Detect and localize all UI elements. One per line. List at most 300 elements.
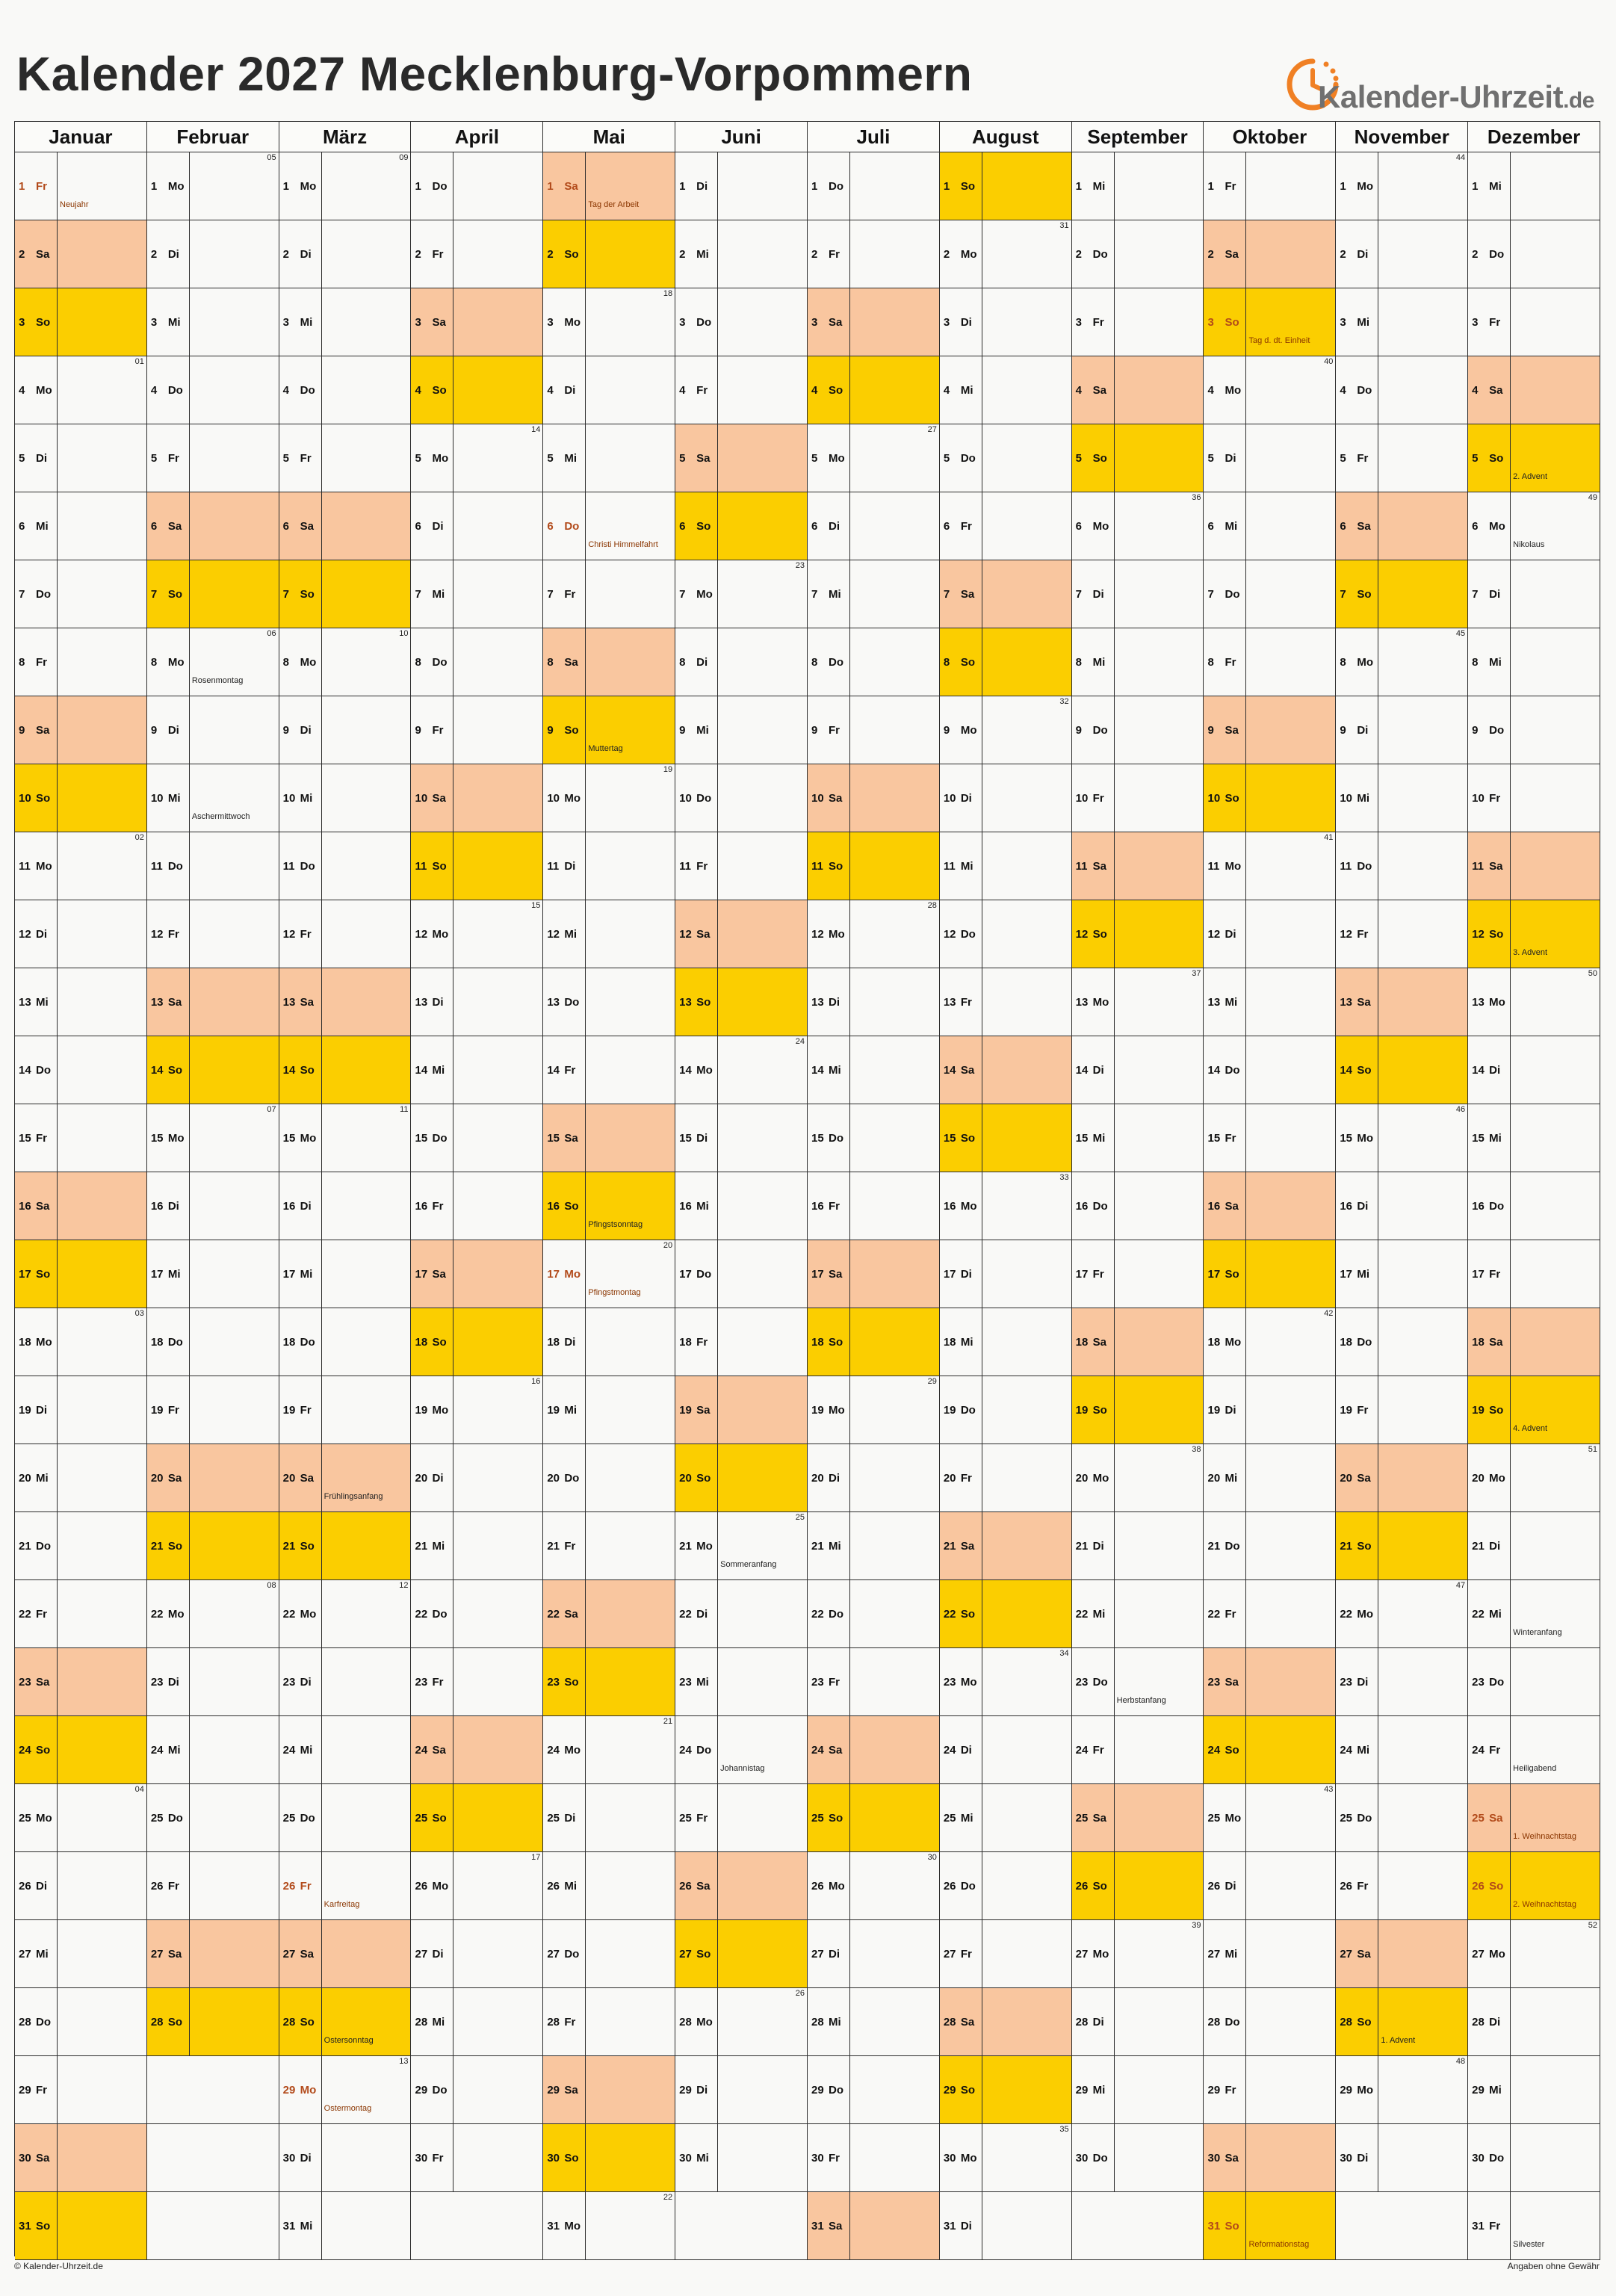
day-cell[interactable] [1204, 1852, 1335, 1920]
day-notes[interactable] [322, 2124, 411, 2191]
day-cell[interactable] [808, 1308, 939, 1376]
day-notes[interactable] [1115, 560, 1204, 628]
day-cell[interactable] [147, 152, 279, 220]
day-cell[interactable] [411, 764, 542, 832]
day-cell[interactable] [1204, 696, 1335, 764]
day-cell[interactable] [543, 968, 675, 1036]
day-cell[interactable] [147, 288, 279, 356]
day-notes[interactable] [453, 1240, 542, 1308]
day-notes[interactable] [58, 424, 146, 492]
day-cell[interactable] [940, 2124, 1071, 2192]
day-notes[interactable] [453, 1716, 542, 1783]
day-cell[interactable] [147, 628, 279, 696]
day-cell[interactable] [1072, 424, 1204, 492]
day-notes[interactable] [453, 492, 542, 560]
day-cell[interactable] [15, 1580, 146, 1648]
day-cell[interactable] [279, 1580, 411, 1648]
day-cell[interactable] [147, 1648, 279, 1716]
day-cell[interactable] [279, 900, 411, 968]
day-notes[interactable] [718, 1512, 807, 1579]
day-notes[interactable] [453, 900, 542, 968]
day-notes[interactable] [982, 1920, 1071, 1987]
day-notes[interactable] [1115, 492, 1204, 560]
day-notes[interactable] [1378, 1376, 1467, 1443]
day-notes[interactable] [453, 1784, 542, 1851]
day-cell[interactable] [940, 288, 1071, 356]
day-notes[interactable] [1511, 1784, 1600, 1851]
day-notes[interactable] [322, 1988, 411, 2055]
day-cell[interactable] [940, 1784, 1071, 1852]
day-cell[interactable] [15, 1920, 146, 1988]
day-cell[interactable] [1072, 492, 1204, 560]
day-cell[interactable] [15, 832, 146, 900]
day-notes[interactable] [586, 2056, 675, 2123]
day-notes[interactable] [1115, 1988, 1204, 2055]
day-cell[interactable] [1468, 1784, 1600, 1852]
day-cell[interactable] [279, 220, 411, 288]
day-cell[interactable] [940, 1172, 1071, 1240]
day-notes[interactable] [1378, 2124, 1467, 2191]
day-notes[interactable] [1511, 764, 1600, 832]
day-notes[interactable] [1378, 492, 1467, 560]
day-cell[interactable] [1072, 968, 1204, 1036]
day-notes[interactable] [718, 1920, 807, 1987]
day-cell[interactable] [808, 1444, 939, 1512]
day-notes[interactable] [1378, 1308, 1467, 1376]
day-cell[interactable] [411, 1172, 542, 1240]
day-cell[interactable] [940, 356, 1071, 424]
day-cell[interactable] [1336, 2124, 1467, 2192]
day-cell[interactable] [1336, 1648, 1467, 1716]
day-notes[interactable] [586, 560, 675, 628]
day-cell[interactable] [808, 1240, 939, 1308]
day-notes[interactable] [1246, 356, 1335, 424]
day-notes[interactable] [982, 968, 1071, 1036]
day-cell[interactable] [808, 2192, 939, 2260]
day-notes[interactable] [1115, 288, 1204, 356]
day-cell[interactable] [15, 1988, 146, 2056]
day-cell[interactable] [1468, 1376, 1600, 1444]
day-notes[interactable] [850, 2056, 939, 2123]
day-notes[interactable] [1115, 628, 1204, 696]
day-cell[interactable] [675, 1240, 807, 1308]
day-notes[interactable] [322, 1308, 411, 1376]
day-notes[interactable] [453, 220, 542, 288]
day-notes[interactable] [1246, 2056, 1335, 2123]
day-notes[interactable] [586, 1444, 675, 1511]
day-cell[interactable] [411, 1580, 542, 1648]
day-cell[interactable] [543, 152, 675, 220]
day-notes[interactable] [1115, 220, 1204, 288]
day-notes[interactable] [322, 1444, 411, 1511]
day-notes[interactable] [850, 1648, 939, 1715]
day-cell[interactable] [675, 1308, 807, 1376]
day-cell[interactable] [1072, 1308, 1204, 1376]
day-cell[interactable] [940, 764, 1071, 832]
day-notes[interactable] [1378, 832, 1467, 900]
day-cell[interactable] [15, 1308, 146, 1376]
day-cell[interactable] [1072, 1716, 1204, 1784]
day-notes[interactable] [322, 356, 411, 424]
day-cell[interactable] [411, 288, 542, 356]
day-notes[interactable] [190, 1172, 279, 1240]
day-notes[interactable] [1378, 152, 1467, 220]
day-notes[interactable] [1378, 1716, 1467, 1783]
day-cell[interactable] [1204, 2056, 1335, 2124]
day-notes[interactable] [58, 560, 146, 628]
day-cell[interactable] [1204, 764, 1335, 832]
day-notes[interactable] [982, 1444, 1071, 1511]
day-cell[interactable] [279, 1852, 411, 1920]
day-notes[interactable] [322, 2056, 411, 2123]
day-notes[interactable] [1511, 1988, 1600, 2055]
day-notes[interactable] [1511, 1444, 1600, 1511]
day-cell[interactable] [940, 832, 1071, 900]
day-cell[interactable] [411, 1716, 542, 1784]
day-notes[interactable] [1115, 1444, 1204, 1511]
day-notes[interactable] [982, 1376, 1071, 1443]
day-notes[interactable] [982, 424, 1071, 492]
day-cell[interactable] [1336, 764, 1467, 832]
day-notes[interactable] [718, 1988, 807, 2055]
day-notes[interactable] [586, 764, 675, 832]
day-cell[interactable] [15, 1376, 146, 1444]
day-notes[interactable] [718, 288, 807, 356]
day-cell[interactable] [411, 628, 542, 696]
day-notes[interactable] [58, 696, 146, 764]
day-notes[interactable] [982, 1716, 1071, 1783]
day-cell[interactable] [1336, 1376, 1467, 1444]
day-cell[interactable] [675, 1172, 807, 1240]
day-cell[interactable] [675, 220, 807, 288]
day-cell[interactable] [543, 1444, 675, 1512]
day-notes[interactable] [322, 152, 411, 220]
day-cell[interactable] [675, 696, 807, 764]
day-notes[interactable] [58, 1920, 146, 1987]
day-cell[interactable] [543, 1784, 675, 1852]
day-notes[interactable] [1378, 1580, 1467, 1647]
day-cell[interactable] [543, 288, 675, 356]
day-notes[interactable] [322, 1376, 411, 1443]
day-cell[interactable] [15, 900, 146, 968]
day-notes[interactable] [1378, 288, 1467, 356]
day-cell[interactable] [1204, 2192, 1335, 2260]
day-notes[interactable] [586, 1920, 675, 1987]
day-notes[interactable] [1378, 560, 1467, 628]
day-notes[interactable] [322, 1920, 411, 1987]
day-cell[interactable] [279, 1172, 411, 1240]
day-cell[interactable] [1072, 1172, 1204, 1240]
day-cell[interactable] [279, 1988, 411, 2056]
day-cell[interactable] [1072, 1852, 1204, 1920]
day-notes[interactable] [1511, 832, 1600, 900]
day-cell[interactable] [279, 2056, 411, 2124]
day-notes[interactable] [58, 1784, 146, 1851]
day-notes[interactable] [1511, 1172, 1600, 1240]
day-cell[interactable] [1204, 356, 1335, 424]
day-notes[interactable] [322, 764, 411, 832]
day-notes[interactable] [1246, 288, 1335, 356]
day-notes[interactable] [322, 1104, 411, 1172]
day-notes[interactable] [1115, 1716, 1204, 1783]
day-notes[interactable] [1115, 1580, 1204, 1647]
day-notes[interactable] [1246, 1852, 1335, 1919]
day-notes[interactable] [850, 1444, 939, 1511]
day-cell[interactable] [411, 1512, 542, 1580]
day-cell[interactable] [1204, 1580, 1335, 1648]
day-notes[interactable] [982, 628, 1071, 696]
day-cell[interactable] [1204, 1172, 1335, 1240]
day-notes[interactable] [1378, 1512, 1467, 1579]
day-cell[interactable] [808, 900, 939, 968]
day-notes[interactable] [850, 1308, 939, 1376]
day-notes[interactable] [982, 1988, 1071, 2055]
day-notes[interactable] [1246, 832, 1335, 900]
day-notes[interactable] [718, 1172, 807, 1240]
day-notes[interactable] [58, 1512, 146, 1579]
day-notes[interactable] [718, 152, 807, 220]
day-notes[interactable] [190, 900, 279, 968]
day-cell[interactable] [147, 764, 279, 832]
day-cell[interactable] [1072, 1444, 1204, 1512]
day-cell[interactable] [411, 152, 542, 220]
day-cell[interactable] [940, 2056, 1071, 2124]
day-notes[interactable] [1511, 900, 1600, 968]
day-notes[interactable] [850, 1716, 939, 1783]
day-cell[interactable] [675, 1376, 807, 1444]
day-cell[interactable] [675, 628, 807, 696]
day-cell[interactable] [1336, 1580, 1467, 1648]
day-notes[interactable] [586, 2192, 675, 2259]
day-notes[interactable] [982, 1172, 1071, 1240]
day-notes[interactable] [982, 1308, 1071, 1376]
day-notes[interactable] [58, 2192, 146, 2259]
day-notes[interactable] [322, 1240, 411, 1308]
day-notes[interactable] [322, 628, 411, 696]
day-notes[interactable] [586, 1308, 675, 1376]
day-notes[interactable] [850, 1036, 939, 1104]
day-notes[interactable] [322, 2192, 411, 2259]
day-cell[interactable] [543, 1104, 675, 1172]
day-notes[interactable] [586, 356, 675, 424]
day-notes[interactable] [322, 696, 411, 764]
day-cell[interactable] [940, 1920, 1071, 1988]
day-notes[interactable] [982, 696, 1071, 764]
day-cell[interactable] [1072, 220, 1204, 288]
day-cell[interactable] [675, 152, 807, 220]
day-cell[interactable] [808, 1376, 939, 1444]
day-cell[interactable] [15, 152, 146, 220]
day-cell[interactable] [15, 288, 146, 356]
day-cell[interactable] [675, 560, 807, 628]
day-cell[interactable] [1336, 1716, 1467, 1784]
day-cell[interactable] [940, 1716, 1071, 1784]
day-notes[interactable] [322, 1716, 411, 1783]
day-cell[interactable] [15, 2056, 146, 2124]
day-notes[interactable] [586, 1852, 675, 1919]
day-notes[interactable] [850, 1988, 939, 2055]
day-cell[interactable] [411, 492, 542, 560]
day-cell[interactable] [1204, 424, 1335, 492]
day-notes[interactable] [1378, 424, 1467, 492]
day-cell[interactable] [147, 1988, 279, 2056]
day-cell[interactable] [808, 628, 939, 696]
day-notes[interactable] [58, 1172, 146, 1240]
day-notes[interactable] [718, 2056, 807, 2123]
day-notes[interactable] [586, 1376, 675, 1443]
day-cell[interactable] [1204, 1784, 1335, 1852]
day-notes[interactable] [58, 1716, 146, 1783]
day-notes[interactable] [58, 1376, 146, 1443]
day-cell[interactable] [808, 1852, 939, 1920]
day-cell[interactable] [147, 1920, 279, 1988]
day-notes[interactable] [718, 1308, 807, 1376]
day-cell[interactable] [1204, 1104, 1335, 1172]
day-cell[interactable] [1468, 1036, 1600, 1104]
day-notes[interactable] [982, 832, 1071, 900]
day-cell[interactable] [675, 424, 807, 492]
day-notes[interactable] [718, 968, 807, 1036]
day-cell[interactable] [1468, 560, 1600, 628]
day-cell[interactable] [1468, 628, 1600, 696]
day-cell[interactable] [675, 968, 807, 1036]
day-notes[interactable] [1246, 764, 1335, 832]
day-notes[interactable] [718, 764, 807, 832]
day-notes[interactable] [1511, 1648, 1600, 1715]
day-notes[interactable] [718, 424, 807, 492]
day-cell[interactable] [940, 152, 1071, 220]
day-cell[interactable] [279, 968, 411, 1036]
day-notes[interactable] [453, 424, 542, 492]
day-notes[interactable] [718, 1240, 807, 1308]
day-cell[interactable] [543, 1512, 675, 1580]
day-notes[interactable] [58, 764, 146, 832]
brand-logo[interactable] [1279, 49, 1608, 124]
day-notes[interactable] [850, 832, 939, 900]
day-notes[interactable] [1378, 764, 1467, 832]
day-cell[interactable] [1204, 968, 1335, 1036]
day-cell[interactable] [940, 1104, 1071, 1172]
day-cell[interactable] [940, 2192, 1071, 2260]
day-cell[interactable] [411, 696, 542, 764]
day-cell[interactable] [940, 1580, 1071, 1648]
day-notes[interactable] [586, 1988, 675, 2055]
day-cell[interactable] [1336, 1240, 1467, 1308]
day-notes[interactable] [586, 1580, 675, 1647]
day-cell[interactable] [1468, 424, 1600, 492]
day-cell[interactable] [147, 900, 279, 968]
day-notes[interactable] [850, 152, 939, 220]
day-notes[interactable] [850, 628, 939, 696]
day-notes[interactable] [453, 1988, 542, 2055]
day-cell[interactable] [940, 1308, 1071, 1376]
day-cell[interactable] [15, 560, 146, 628]
day-cell[interactable] [1072, 1512, 1204, 1580]
day-notes[interactable] [453, 2056, 542, 2123]
day-notes[interactable] [1378, 220, 1467, 288]
day-notes[interactable] [718, 1444, 807, 1511]
day-notes[interactable] [718, 1784, 807, 1851]
day-cell[interactable] [543, 1308, 675, 1376]
day-notes[interactable] [453, 1512, 542, 1579]
day-cell[interactable] [808, 1512, 939, 1580]
day-notes[interactable] [190, 1512, 279, 1579]
day-notes[interactable] [1115, 1784, 1204, 1851]
day-cell[interactable] [1336, 560, 1467, 628]
day-notes[interactable] [190, 1852, 279, 1919]
day-cell[interactable] [147, 220, 279, 288]
day-notes[interactable] [586, 1784, 675, 1851]
day-cell[interactable] [1468, 968, 1600, 1036]
day-cell[interactable] [1468, 152, 1600, 220]
day-cell[interactable] [1468, 2124, 1600, 2192]
day-cell[interactable] [1336, 968, 1467, 1036]
day-cell[interactable] [15, 1784, 146, 1852]
day-cell[interactable] [1204, 1512, 1335, 1580]
day-cell[interactable] [1336, 1784, 1467, 1852]
day-notes[interactable] [1246, 1376, 1335, 1443]
day-notes[interactable] [586, 1036, 675, 1104]
day-notes[interactable] [58, 1444, 146, 1511]
day-cell[interactable] [147, 1512, 279, 1580]
day-notes[interactable] [1246, 1716, 1335, 1783]
day-notes[interactable] [322, 220, 411, 288]
day-notes[interactable] [453, 1376, 542, 1443]
day-cell[interactable] [808, 220, 939, 288]
day-cell[interactable] [808, 1104, 939, 1172]
day-notes[interactable] [1378, 1104, 1467, 1172]
day-notes[interactable] [453, 1580, 542, 1647]
day-cell[interactable] [1204, 152, 1335, 220]
day-cell[interactable] [1336, 288, 1467, 356]
day-notes[interactable] [850, 356, 939, 424]
day-notes[interactable] [718, 1852, 807, 1919]
day-cell[interactable] [411, 1444, 542, 1512]
day-notes[interactable] [322, 1648, 411, 1715]
day-notes[interactable] [718, 560, 807, 628]
day-notes[interactable] [58, 220, 146, 288]
day-cell[interactable] [147, 968, 279, 1036]
day-cell[interactable] [1204, 832, 1335, 900]
day-notes[interactable] [1246, 696, 1335, 764]
day-cell[interactable] [1468, 1648, 1600, 1716]
day-notes[interactable] [1511, 220, 1600, 288]
day-notes[interactable] [586, 2124, 675, 2191]
day-notes[interactable] [850, 1784, 939, 1851]
day-notes[interactable] [453, 1648, 542, 1715]
day-cell[interactable] [411, 1376, 542, 1444]
day-cell[interactable] [543, 1852, 675, 1920]
day-notes[interactable] [322, 1036, 411, 1104]
day-notes[interactable] [982, 2192, 1071, 2259]
day-cell[interactable] [411, 220, 542, 288]
day-notes[interactable] [453, 356, 542, 424]
day-notes[interactable] [190, 968, 279, 1036]
day-notes[interactable] [1246, 1988, 1335, 2055]
day-notes[interactable] [1511, 288, 1600, 356]
day-notes[interactable] [1115, 1648, 1204, 1715]
day-cell[interactable] [279, 628, 411, 696]
day-notes[interactable] [982, 2056, 1071, 2123]
day-notes[interactable] [1115, 1036, 1204, 1104]
day-notes[interactable] [1115, 1172, 1204, 1240]
day-cell[interactable] [1468, 1308, 1600, 1376]
day-cell[interactable] [543, 696, 675, 764]
day-notes[interactable] [850, 968, 939, 1036]
day-cell[interactable] [1468, 832, 1600, 900]
day-notes[interactable] [58, 1308, 146, 1376]
day-cell[interactable] [411, 832, 542, 900]
